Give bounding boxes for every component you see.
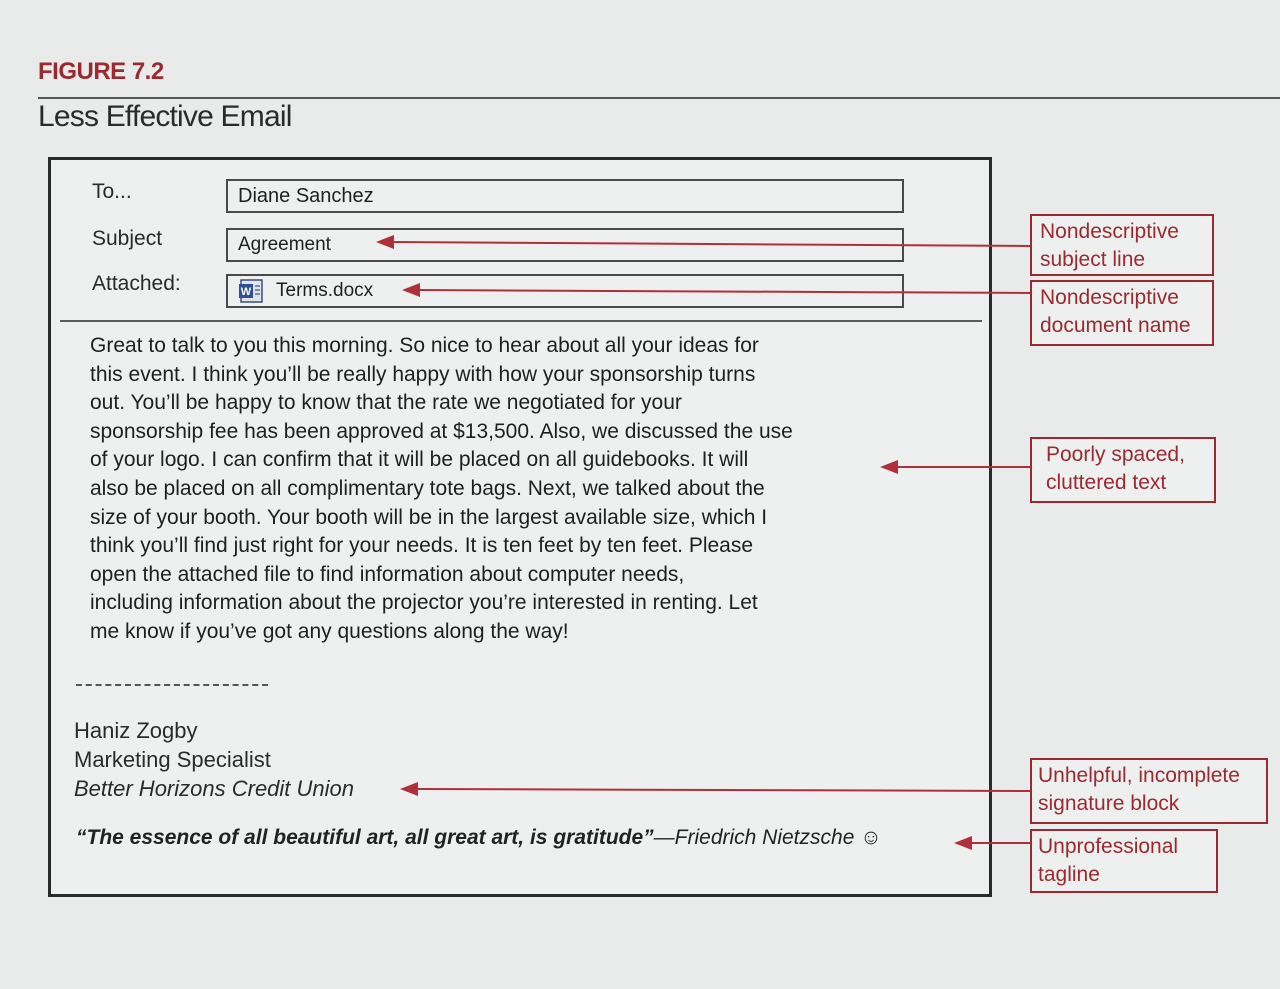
attached-label: Attached: <box>92 272 181 295</box>
body-line: also be placed on all complimentary tote bags. Next, we talked about the <box>90 476 765 500</box>
body-line: me know if you’ve got any questions along the way! <box>90 619 569 643</box>
annotation-text: Nondescriptive <box>1040 286 1179 309</box>
arrow-signature <box>400 782 1030 796</box>
to-label: To... <box>92 180 132 203</box>
body-line: Great to talk to you this morning. So nice to hear about all your ideas for <box>90 334 759 357</box>
tagline-quote: “The essence of all beautiful art, all great art, is gratitude” <box>76 826 654 849</box>
signature-name: Haniz Zogby <box>74 718 198 743</box>
annotation-text: signature block <box>1038 792 1180 815</box>
signature-company: Better Horizons Credit Union <box>74 776 355 801</box>
annotation-text: document name <box>1040 314 1191 337</box>
annotation-text: cluttered text <box>1046 471 1167 494</box>
subject-value: Agreement <box>238 234 331 255</box>
body-line: out. You’ll be happy to know that the rate we negotiated for your <box>90 391 682 415</box>
figure-title: Less Effective Email <box>38 100 292 133</box>
annotation-text: Nondescriptive <box>1040 220 1179 243</box>
body-line: of your logo. I can confirm that it will be placed on all guidebooks. It will <box>90 448 749 472</box>
body-line: sponsorship fee has been approved at $13,500. Also, we discussed the use <box>90 419 793 443</box>
svg-text:W: W <box>240 286 252 298</box>
smiley-icon: ☺ <box>860 826 882 849</box>
annotation-text: subject line <box>1040 248 1146 271</box>
annotation-text: Unhelpful, incomplete <box>1038 764 1240 787</box>
body-line: think you’ll find just right for your needs. It is ten feet by ten feet. Please <box>90 534 754 558</box>
arrow-document <box>402 283 1030 297</box>
attached-filename[interactable]: Terms.docx <box>276 280 374 301</box>
body-line: size of your booth. Your booth will be in the largest available size, which I <box>90 505 768 529</box>
annotation-text: Unprofessional <box>1038 835 1179 858</box>
arrow-spacing <box>880 460 1030 474</box>
figure-label: FIGURE 7.2 <box>38 58 164 85</box>
arrow-subject <box>376 235 1030 249</box>
signature-role: Marketing Specialist <box>74 747 271 772</box>
body-line: including information about the projector you’re interested in renting. Let <box>90 591 758 615</box>
to-value: Diane Sanchez <box>238 184 374 207</box>
annotation-text: tagline <box>1038 863 1100 886</box>
annotation-text: Poorly spaced, <box>1046 443 1185 466</box>
arrow-tagline <box>954 836 1030 850</box>
tagline-author: —Friedrich Nietzsche <box>653 826 855 849</box>
body-line: this event. I think you’ll be really happy with how your sponsorship turns <box>90 362 756 386</box>
body-line: open the attached file to find information about computer needs, <box>90 562 685 586</box>
subject-label: Subject <box>92 227 163 250</box>
